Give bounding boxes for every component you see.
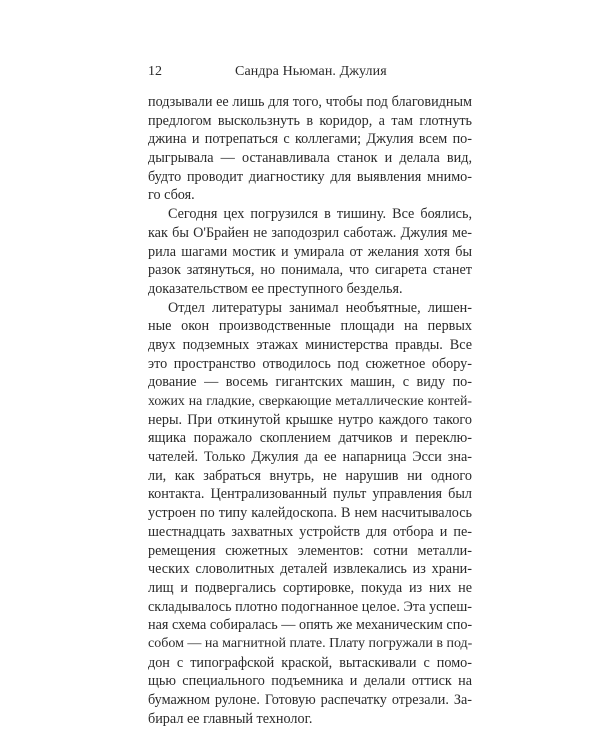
text-line: ремещения сюжетных элементов: сотни металли- [148, 542, 472, 559]
paragraph-3 [148, 299, 472, 729]
running-title: Сандра Ньюман. Джулия [235, 64, 387, 79]
text-line: джина и потрепаться с коллегами; Джулия всем по- [148, 131, 472, 148]
text-line: бирал ее главный технолог. [148, 710, 313, 727]
text-line: чателей. Только Джулия да ее напарница Эсси зна- [148, 449, 472, 466]
text-line: щью специального подъемника и делали оттиск на [148, 673, 472, 690]
running-header [148, 62, 472, 82]
paragraph-1 [148, 93, 472, 205]
text-line: неры. При откинутой крышке нутро каждого такого [148, 411, 472, 428]
text-line: дыгрывала — останавливала станок и делала вид, [148, 150, 472, 167]
text-line: го сбоя. [148, 187, 195, 204]
text-line: лищ и подвергались сортировке, покуда из них не [148, 579, 472, 596]
text-line: подзывали ее лишь для того, чтобы под благовидным [148, 94, 472, 110]
body-text [148, 93, 472, 728]
text-line: ная схема собиралась — опять же механическим спо- [148, 617, 473, 634]
text-line: контакта. Централизованный пульт управления был [148, 486, 472, 503]
text-line: ли, как забраться внутрь, не нарушив ни одного [148, 467, 472, 484]
text-line: хожих на гладкие, сверкающие металлические контей- [148, 393, 472, 408]
text-line: это пространство отводилось под сюжетное обору- [148, 355, 472, 372]
text-line: бумажном рулоне. Готовую распечатку отрезали. За- [148, 692, 472, 708]
text-line: устроен по типу калейдоскопа. В нем насчитывалось [148, 505, 472, 522]
text-line: как бы О'Брайен не заподозрил саботаж. Джулия ме- [148, 224, 472, 241]
page-number: 12 [148, 64, 162, 79]
text-line: собом — на магнитной плате. Плату погружали в под- [148, 635, 473, 651]
text-line: Отдел литературы занимал необъятные, лишен- [168, 299, 472, 316]
text-line: предлогом выскользнуть в коридор, а там глотнуть [148, 112, 472, 129]
text-line: дование — восемь гигантских машин, с виду по- [148, 374, 472, 391]
text-line: дон с типографской краской, вытаскивали с помо- [148, 654, 472, 671]
paragraph-2 [148, 205, 472, 298]
text-line: складывалось плотно подогнанное целое. Эта успеш- [148, 598, 472, 615]
text-line: будто проводит диагностику для выявления мнимо- [148, 168, 472, 185]
text-line: двух подземных этажах министерства правды. Все [148, 336, 472, 353]
text-line: рила шагами мостик и умирала от желания хотя бы [148, 243, 472, 260]
text-line: разок затянуться, но понимала, что сигарета станет [148, 262, 472, 279]
text-line: шестнадцать захватных устройств для отбора и пе- [148, 523, 472, 540]
text-line: доказательством ее преступного безделья. [148, 280, 403, 297]
text-line: ные окон производственные площади на первых [148, 318, 472, 335]
text-line: ящика поражало скоплением датчиков и переклю- [148, 430, 472, 447]
text-line: Сегодня цех погрузился в тишину. Все боялись, [168, 206, 472, 223]
text-line: ческих словолитных деталей извлекались из храни- [148, 561, 472, 578]
